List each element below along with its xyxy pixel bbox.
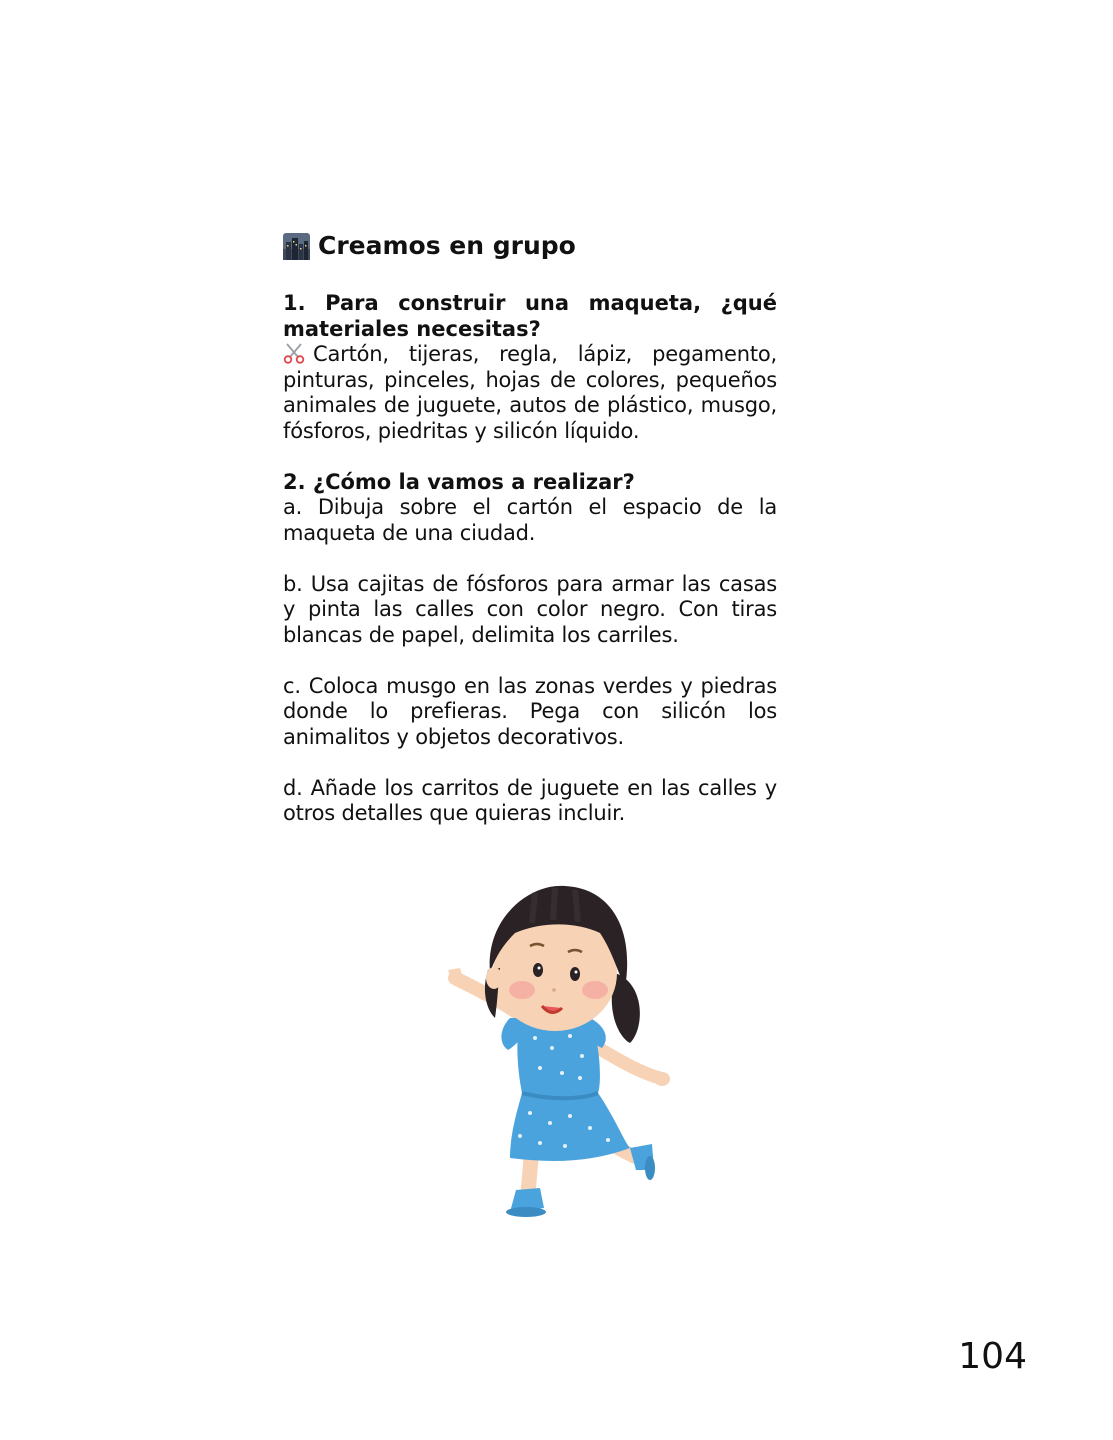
step-c: c. Coloca musgo en las zonas verdes y piedras donde lo prefieras. Pega con silicón los animalitos y objetos decorativos.	[283, 673, 777, 749]
section-heading	[283, 228, 777, 264]
step-a: a. Dibuja sobre el cartón el espacio de la maqueta de una ciudad.	[283, 495, 777, 545]
question1-answer: Cartón, tijeras, regla, lápiz, pegamento, pinturas, pinceles, hojas de colores, pequeños animales de juguete, autos de plástico, musgo, fósforos, piedritas y silicón líquido.	[283, 342, 777, 443]
page-number: 104	[958, 1336, 1027, 1377]
question1-text	[283, 342, 777, 444]
scissors-icon	[283, 342, 305, 364]
step-b: b. Usa cajitas de fósforos para armar las casas y pinta las calles con color negro. Con tiras blancas de papel, delimita los carriles.	[283, 571, 777, 647]
question1-title: 1. Para construir una maqueta, ¿qué materiales necesitas?	[283, 291, 777, 341]
section-title: Creamos en grupo	[318, 231, 576, 260]
question2-title: 2. ¿Cómo la vamos a realizar?	[283, 469, 635, 494]
page-content	[283, 228, 777, 827]
dancing-girl-illustration	[440, 878, 672, 1218]
step-d: d. Añade los carritos de juguete en las calles y otros detalles que quieras incluir.	[283, 775, 777, 825]
cityscape-icon	[283, 233, 310, 260]
